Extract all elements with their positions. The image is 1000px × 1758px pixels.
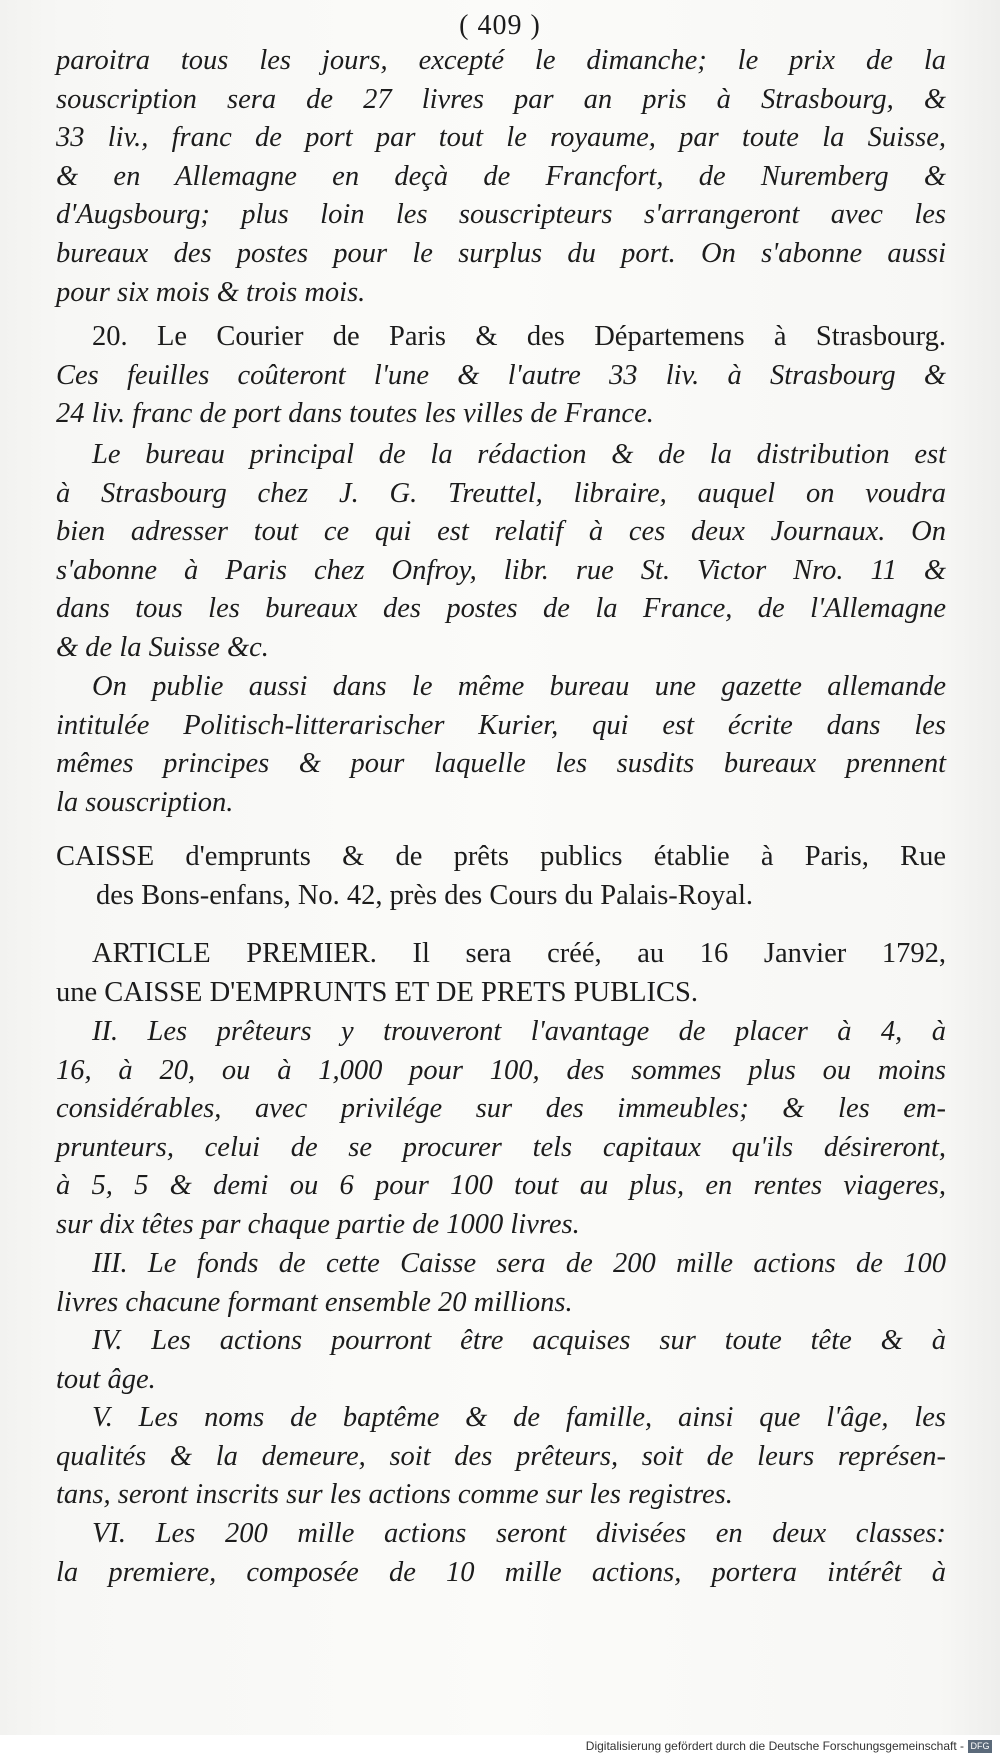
text-line: une CAISSE D'EMPRUNTS ET DE PRETS PUBLICS.	[56, 976, 698, 1008]
text-line: Le bureau principal de la rédaction & de la distribution est	[92, 439, 946, 470]
text-line: des Bons-enfans, No. 42, près des Cours du Palais-Royal.	[96, 879, 754, 911]
text-line: tans, seront inscrits sur les actions comme sur les registres.	[56, 1479, 733, 1511]
page-number: ( 409 )	[459, 10, 541, 41]
article-v	[56, 1399, 946, 1515]
text-line: 24 liv. franc de port dans toutes les villes de France.	[56, 398, 654, 430]
text-line: 16, à 20, ou à 1,000 pour 100, des sommes plus ou moins	[56, 1054, 946, 1086]
paragraph-gazette	[56, 668, 946, 822]
text-line: pour six mois & trois mois.	[56, 276, 366, 308]
text-line: V. Les noms de baptême & de famille, ainsi que l'âge, les	[92, 1402, 946, 1433]
paragraph-courier	[56, 318, 946, 434]
text-line: VI. Les 200 mille actions seront divisées en deux classes:	[92, 1518, 946, 1549]
heading-caisse	[56, 838, 946, 915]
text-line: bureaux des postes pour le surplus du port. On s'abonne aussi	[56, 237, 946, 269]
text-line: qualités & la demeure, soit des prêteurs, soit de leurs représen-	[56, 1440, 946, 1472]
paragraph-bureau	[56, 436, 946, 668]
article-ii	[56, 1013, 946, 1245]
text-line: s'abonne à Paris chez Onfroy, libr. rue St. Victor Nro. 11 &	[56, 554, 946, 586]
text-line: dans tous les bureaux des postes de la France, de l'Allemagne	[56, 593, 946, 625]
text-line: 20. Le Courier de Paris & des Départemens à Strasbourg.	[92, 321, 946, 352]
text-line: souscription sera de 27 livres par an pris à Strasbourg, &	[56, 83, 946, 115]
text-line: III. Le fonds de cette Caisse sera de 200 mille actions de 100	[92, 1248, 946, 1279]
text-line: prunteurs, celui de se procurer tels capitaux qu'ils désireront,	[56, 1131, 946, 1163]
article-iii	[56, 1245, 946, 1322]
text-line: livres chacune formant ensemble 20 millions.	[56, 1286, 573, 1318]
text-line: & de la Suisse &c.	[56, 631, 269, 663]
text-line: II. Les prêteurs y trouveront l'avantage de placer à 4, à	[92, 1016, 946, 1047]
text-line: & en Allemagne en deçà de Francfort, de Nuremberg &	[56, 160, 946, 192]
text-line: mêmes principes & pour laquelle les susdits bureaux prennent	[56, 748, 946, 780]
paragraph-subscription	[56, 42, 946, 312]
text-line: sur dix têtes par chaque partie de 1000 livres.	[56, 1208, 580, 1240]
text-line: CAISSE d'emprunts & de prêts publics établie à Paris, Rue	[56, 841, 946, 872]
footer-credit-text: Digitalisierung gefördert durch die Deutsche Forschungsgemeinschaft -	[585, 1739, 964, 1753]
text-line: la premiere, composée de 10 mille actions, portera intérêt à	[56, 1556, 946, 1588]
text-line: à Strasbourg chez J. G. Treuttel, libraire, auquel on voudra	[56, 477, 946, 509]
text-line: la souscription.	[56, 786, 234, 818]
text-line: paroitra tous les jours, excepté le dimanche; le prix de la	[56, 45, 946, 76]
text-line: considérables, avec privilége sur des immeubles; & les em-	[56, 1093, 946, 1125]
text-line: IV. Les actions pourront être acquises sur toute tête & à	[92, 1325, 946, 1356]
text-line: à 5, 5 & demi ou 6 pour 100 tout au plus, en rentes viageres,	[56, 1170, 946, 1202]
text-line: ARTICLE PREMIER. Il sera créé, au 16 Janvier 1792,	[92, 938, 946, 969]
text-line: intitulée Politisch-litterarischer Kurier, qui est écrite dans les	[56, 709, 946, 741]
text-line: d'Augsbourg; plus loin les souscripteurs s'arrangeront avec les	[56, 199, 946, 231]
article-iv	[56, 1322, 946, 1399]
text-line: tout âge.	[56, 1363, 156, 1395]
article-vi	[56, 1515, 946, 1592]
text-line: 33 liv., franc de port par tout le royaume, par toute la Suisse,	[56, 122, 946, 154]
digitization-footer	[0, 1735, 1000, 1758]
text-line: On publie aussi dans le même bureau une gazette allemande	[92, 671, 946, 702]
article-premier	[56, 935, 946, 1012]
text-line: bien adresser tout ce qui est relatif à ces deux Journaux. On	[56, 516, 946, 548]
dfg-logo: DFG	[968, 1740, 992, 1753]
text-line: Ces feuilles coûteront l'une & l'autre 33 liv. à Strasbourg &	[56, 359, 946, 391]
